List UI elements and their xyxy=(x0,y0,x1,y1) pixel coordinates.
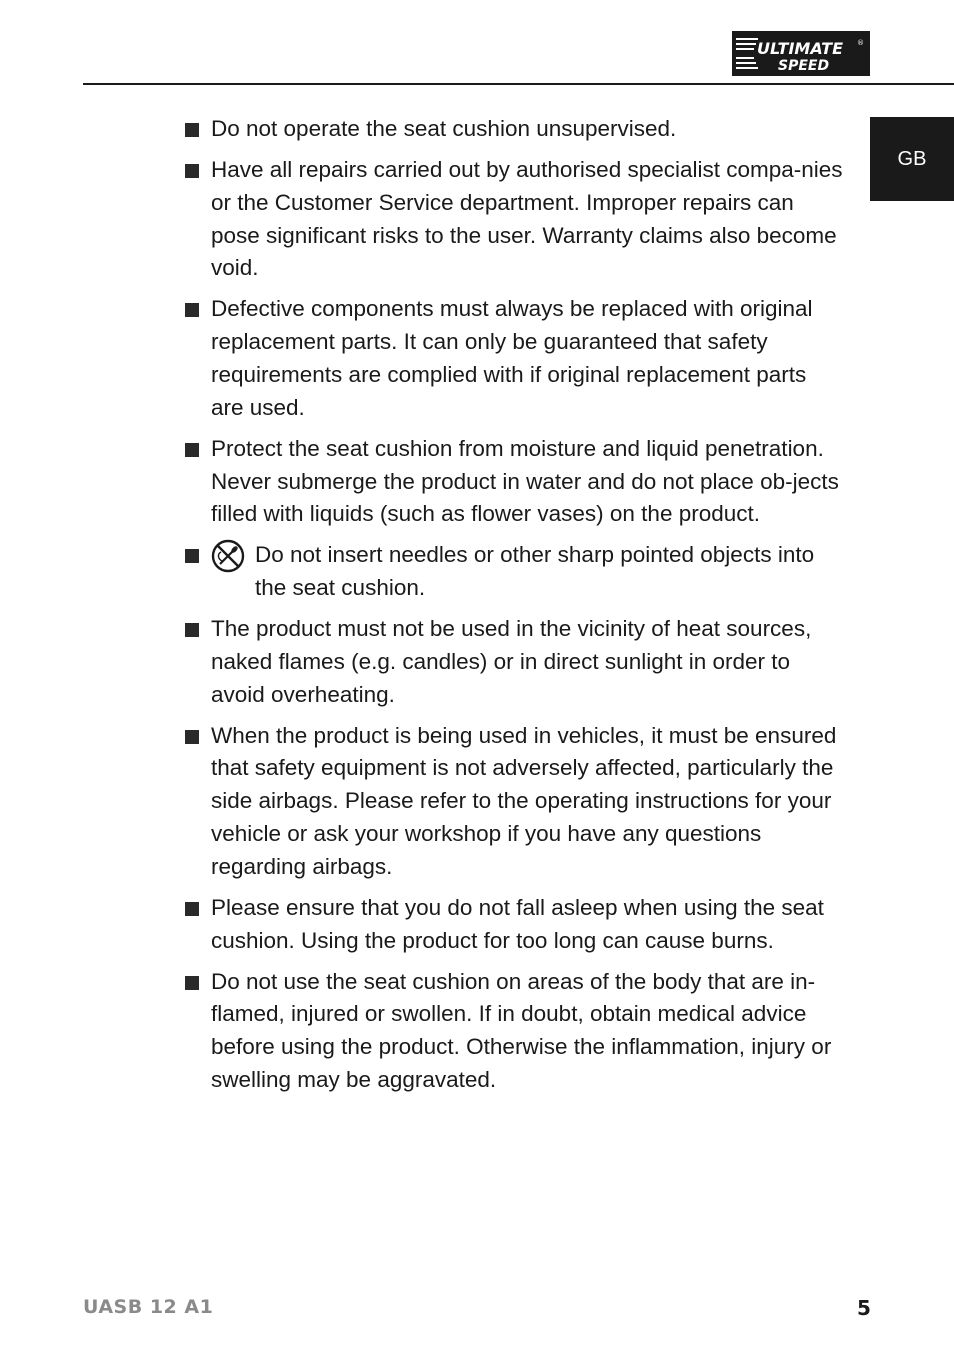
list-item xyxy=(185,293,845,424)
list-item xyxy=(185,966,845,1097)
list-item xyxy=(185,154,845,285)
list-item-text: Please ensure that you do not fall asleep when using the seat cushion. Using the product for too long can cause burns. xyxy=(211,894,824,953)
list-item-text: Do not use the seat cushion on areas of the body that are in-flamed, injured or swollen. If in doubt, obtain medical advice before using the product. Otherwise the inflammation, injury or swelling may be aggravated. xyxy=(211,968,832,1093)
bullet-square xyxy=(185,164,199,178)
list-item-text: The product must not be used in the vicinity of heat sources, naked flames (e.g. candles) or in direct sunlight in order to avoid overheating. xyxy=(211,616,812,707)
list-item xyxy=(185,433,845,531)
svg-text:®: ® xyxy=(857,39,864,47)
brand-logo xyxy=(732,31,870,76)
list-item xyxy=(185,892,845,958)
no-needles-icon xyxy=(211,539,245,573)
language-tab xyxy=(870,117,954,201)
list-item-text: Do not operate the seat cushion unsupervised. xyxy=(211,116,677,141)
list-item xyxy=(185,113,845,146)
bullet-square xyxy=(185,902,199,916)
page-number: 5 xyxy=(857,1296,871,1320)
list-item-text: Protect the seat cushion from moisture and liquid penetration. Never submerge the product in water and do not place ob-jects filled with liquids (such as flower vases) on the product. xyxy=(211,435,839,527)
header-rule xyxy=(83,83,954,85)
list-item-text: Do not insert needles or other sharp pointed objects into the seat cushion. xyxy=(255,542,815,601)
bullet-square xyxy=(185,623,199,637)
bullet-square xyxy=(185,303,199,317)
svg-text:ULTIMATE: ULTIMATE xyxy=(757,39,844,58)
bullet-square xyxy=(185,976,199,990)
bullet-square xyxy=(185,730,199,744)
bullet-square xyxy=(185,123,199,137)
list-item-text: Defective components must always be replaced with original replacement parts. It can only be guaranteed that safety requirements are complied with if original replacement parts are used. xyxy=(211,296,813,420)
footer-model-number: UASB 12 A1 xyxy=(83,1296,214,1318)
bullet-square xyxy=(185,549,199,563)
language-tab-label: GB xyxy=(897,147,927,170)
list-item xyxy=(185,720,845,884)
bullet-square xyxy=(185,443,199,457)
svg-text:SPEED: SPEED xyxy=(778,58,830,74)
list-item-text: Have all repairs carried out by authorised specialist compa-nies or the Customer Service department. Improper repairs can pose significant risks to the user. Warranty claims also become void. xyxy=(211,156,843,281)
list-item-text: When the product is being used in vehicles, it must be ensured that safety equipment is not adversely affected, particularly the side airbags. Please refer to the operating instructions for your vehicle or ask your workshop if you have any questions regarding airbags. xyxy=(211,722,837,879)
safety-instructions-list xyxy=(185,113,845,1105)
list-item-with-icon xyxy=(211,539,845,605)
list-item xyxy=(185,613,845,711)
list-item xyxy=(185,539,845,605)
